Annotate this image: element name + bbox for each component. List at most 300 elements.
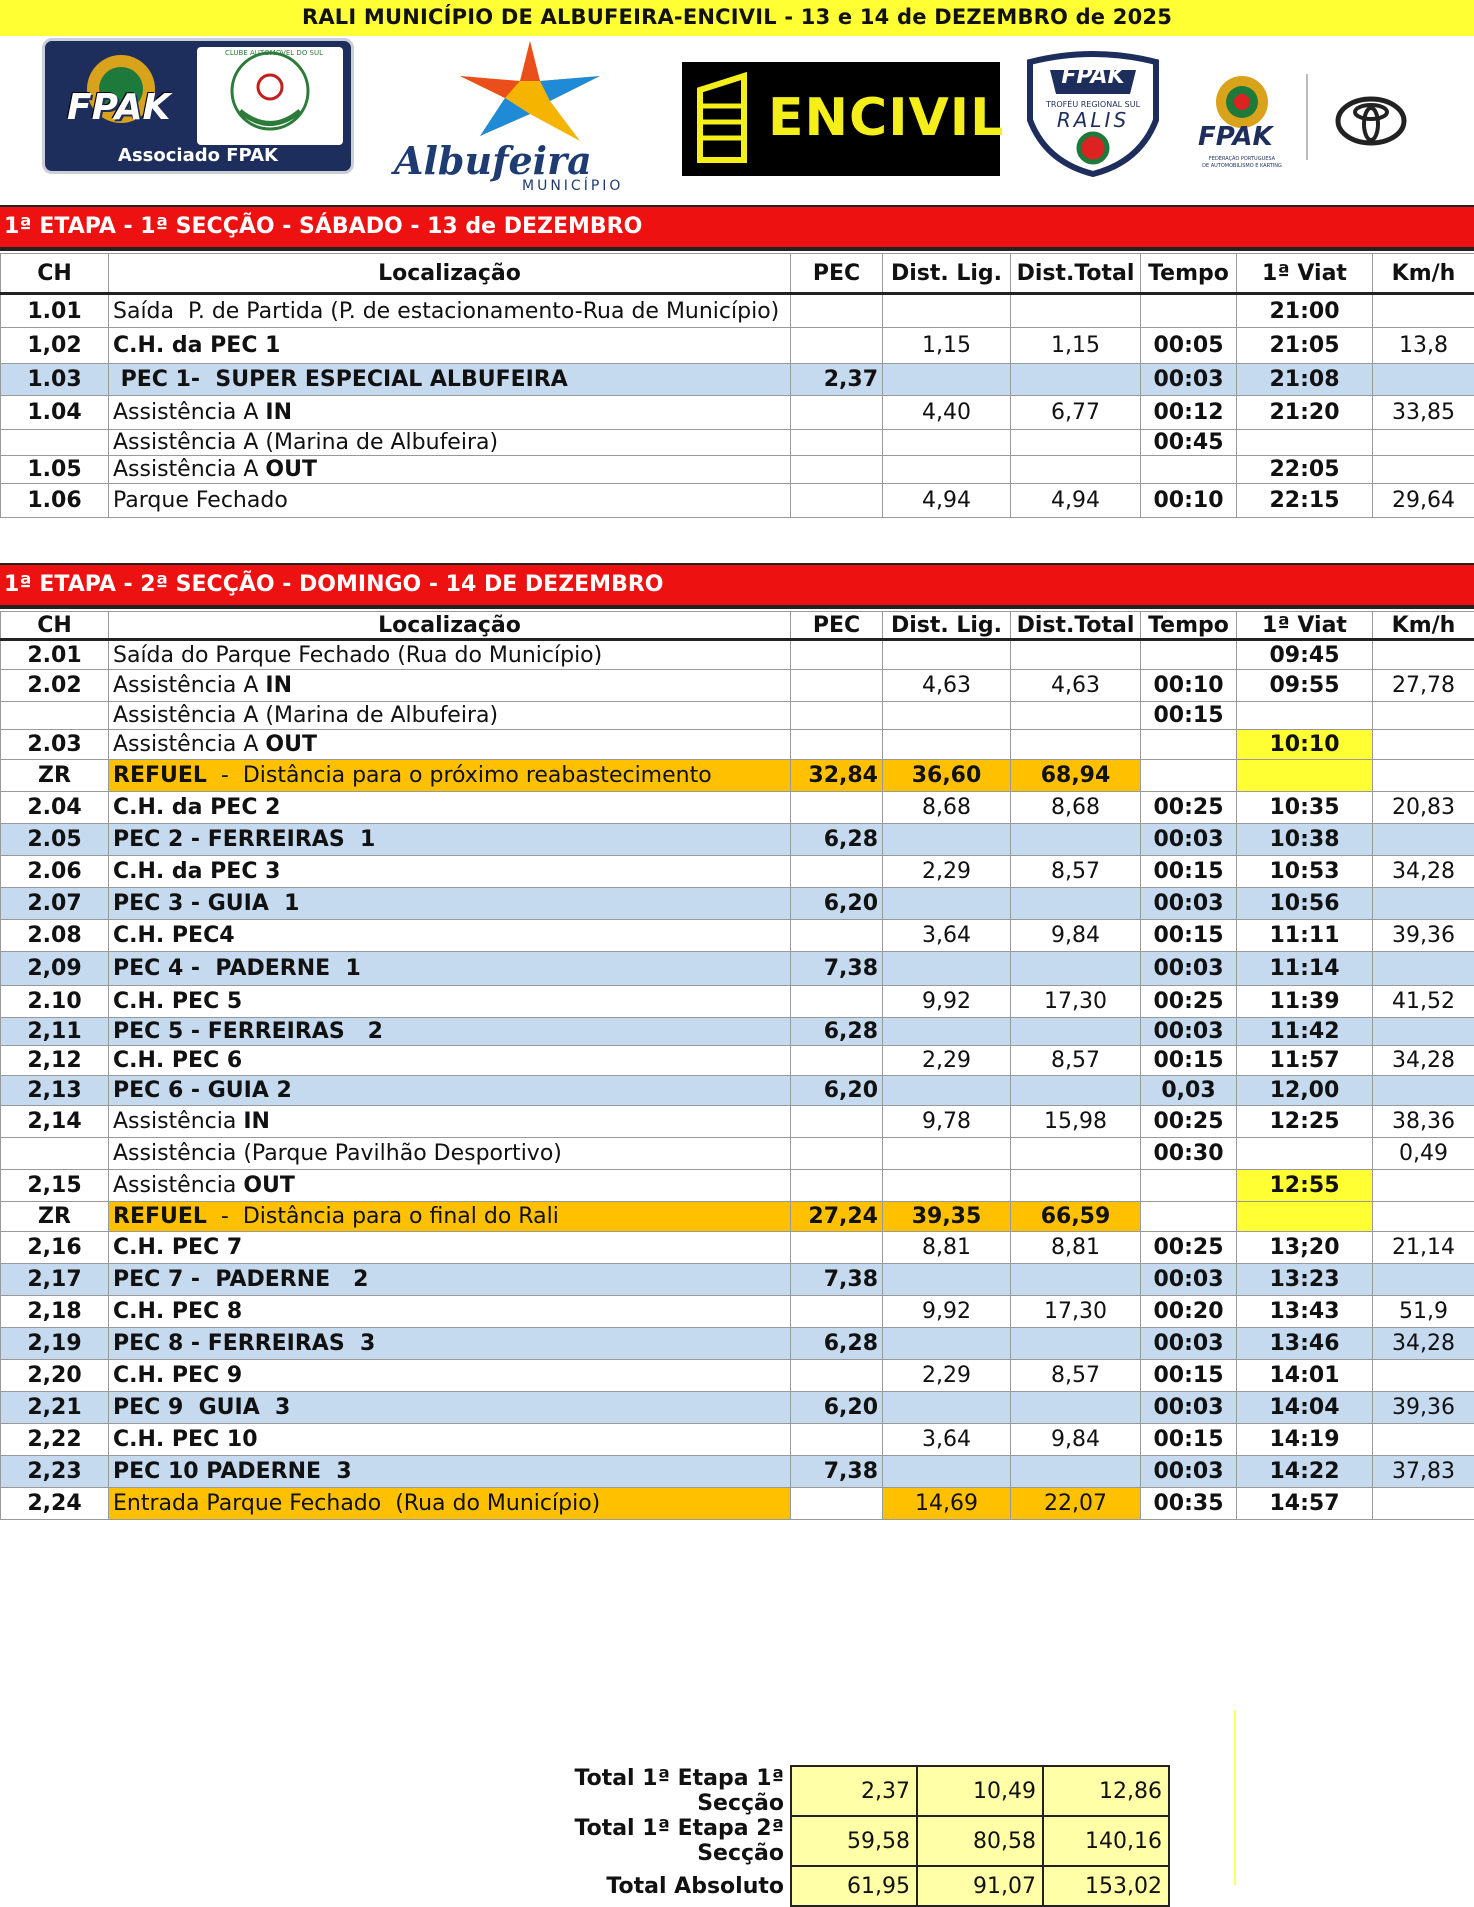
- cell-1a-viat: 22:05: [1237, 456, 1373, 484]
- cell-pec: [791, 856, 883, 888]
- table-row: [1, 364, 1474, 396]
- cell-dist-lig: [883, 640, 1011, 670]
- cell-ch: 2.03: [1, 730, 109, 760]
- trofeu-fpak-text: FPAK: [1020, 64, 1166, 89]
- cell-localizacao: PEC 9 GUIA 3: [109, 1392, 791, 1424]
- totals-table: [520, 1765, 1170, 1907]
- cell-pec: 6,28: [791, 1328, 883, 1360]
- cell-tempo: 00:03: [1141, 1456, 1237, 1488]
- cell-dist-total: 8,81: [1011, 1232, 1141, 1264]
- cell-ch: 1.03: [1, 364, 109, 396]
- totals-label: Total 1ª Etapa 2ª Secção: [520, 1816, 791, 1866]
- cell-tempo: 00:15: [1141, 920, 1237, 952]
- cell-dist-lig: 14,69: [883, 1488, 1011, 1520]
- column-header: Localização: [109, 254, 791, 294]
- cell-dist-total: 68,94: [1011, 760, 1141, 792]
- localizacao-text: Assistência A: [113, 732, 265, 757]
- cell-pec: [791, 328, 883, 364]
- toyota-logo: [1334, 94, 1408, 148]
- cell-kmh: [1373, 952, 1474, 986]
- fpak-small-wordmark: FPAK: [1198, 122, 1273, 152]
- cell-localizacao: C.H. PEC 9: [109, 1360, 791, 1392]
- cell-1a-viat: 14:57: [1237, 1488, 1373, 1520]
- cell-pec: [791, 730, 883, 760]
- cell-pec: [791, 640, 883, 670]
- cell-tempo: 00:15: [1141, 1046, 1237, 1076]
- cell-ch: 2,16: [1, 1232, 109, 1264]
- table-row: [1, 1264, 1474, 1296]
- cell-ch: 2.06: [1, 856, 109, 888]
- totals-label: Total 1ª Etapa 1ª Secção: [520, 1766, 791, 1816]
- cell-ch: 2.04: [1, 792, 109, 824]
- cell-dist-total: [1011, 952, 1141, 986]
- cell-1a-viat: 21:08: [1237, 364, 1373, 396]
- table-header: [1, 254, 1474, 294]
- cell-1a-viat: 11:14: [1237, 952, 1373, 986]
- cell-pec: 6,28: [791, 1018, 883, 1046]
- cell-localizacao: [109, 396, 791, 430]
- section1-table: [0, 253, 1474, 518]
- fpak-federacao-line1: FEDERAÇÃO PORTUGUESA: [1196, 156, 1288, 162]
- cell-1a-viat: 09:45: [1237, 640, 1373, 670]
- cell-1a-viat: 14:19: [1237, 1424, 1373, 1456]
- cell-pec: [791, 1046, 883, 1076]
- table-row: [1, 328, 1474, 364]
- localizacao-tag: OUT: [243, 1173, 295, 1198]
- cell-1a-viat: 10:56: [1237, 888, 1373, 920]
- cell-dist-total: 8,57: [1011, 856, 1141, 888]
- section2-title: 1ª ETAPA - 2ª SECÇÃO - DOMINGO - 14 DE DEZEMBRO: [0, 563, 1474, 609]
- cell-dist-lig: 2,29: [883, 1046, 1011, 1076]
- cell-ch: 2,19: [1, 1328, 109, 1360]
- cell-pec: 7,38: [791, 952, 883, 986]
- localizacao-tag: IN: [243, 1109, 270, 1134]
- cell-dist-total: [1011, 430, 1141, 456]
- cell-pec: [791, 1232, 883, 1264]
- column-guide-line: [1234, 1710, 1236, 1885]
- column-header: PEC: [791, 254, 883, 294]
- cell-kmh: 21,14: [1373, 1232, 1474, 1264]
- cell-ch: [1, 1138, 109, 1170]
- cell-1a-viat: 11:42: [1237, 1018, 1373, 1046]
- albufeira-logo: [390, 36, 660, 198]
- cell-pec: 7,38: [791, 1264, 883, 1296]
- localizacao-text: REFUEL: [113, 1204, 207, 1229]
- cell-tempo: 00:03: [1141, 1392, 1237, 1424]
- table-row: [1, 1202, 1474, 1232]
- cell-localizacao: [109, 730, 791, 760]
- cell-localizacao: C.H. PEC 10: [109, 1424, 791, 1456]
- totals-pec: 2,37: [791, 1766, 917, 1816]
- cell-pec: [791, 1360, 883, 1392]
- cell-kmh: [1373, 640, 1474, 670]
- cell-dist-lig: [883, 1018, 1011, 1046]
- cell-dist-total: 6,77: [1011, 396, 1141, 430]
- cell-dist-total: 17,30: [1011, 1296, 1141, 1328]
- cell-kmh: [1373, 294, 1474, 328]
- table-row: [1, 1392, 1474, 1424]
- column-header: Localização: [109, 612, 791, 640]
- cell-localizacao: Assistência A (Marina de Albufeira): [109, 702, 791, 730]
- cell-kmh: 29,64: [1373, 484, 1474, 518]
- cell-pec: 2,37: [791, 364, 883, 396]
- cell-ch: ZR: [1, 1202, 109, 1232]
- cell-kmh: [1373, 456, 1474, 484]
- cell-pec: [791, 986, 883, 1018]
- cell-1a-viat: [1237, 430, 1373, 456]
- cell-dist-lig: 2,29: [883, 856, 1011, 888]
- cell-tempo: 00:05: [1141, 328, 1237, 364]
- cell-pec: [791, 1488, 883, 1520]
- cell-dist-total: [1011, 294, 1141, 328]
- cell-dist-total: 22,07: [1011, 1488, 1141, 1520]
- cell-dist-lig: [883, 888, 1011, 920]
- cell-dist-lig: 8,68: [883, 792, 1011, 824]
- cell-localizacao: [109, 760, 791, 792]
- localizacao-tag: OUT: [265, 732, 317, 757]
- cell-1a-viat: [1237, 702, 1373, 730]
- cell-dist-total: [1011, 1076, 1141, 1106]
- cell-tempo: 0,03: [1141, 1076, 1237, 1106]
- table-row: [1, 952, 1474, 986]
- cell-pec: [791, 1106, 883, 1138]
- cell-localizacao: [109, 1170, 791, 1202]
- cell-ch: 2.02: [1, 670, 109, 702]
- table-row: [1, 1018, 1474, 1046]
- trofeu-regional-logo: [1020, 50, 1166, 178]
- cell-tempo: 00:15: [1141, 856, 1237, 888]
- trofeu-ralis-text: RALIS: [1020, 108, 1166, 132]
- cell-ch: 2,24: [1, 1488, 109, 1520]
- table-row: [1, 294, 1474, 328]
- cell-dist-total: [1011, 1170, 1141, 1202]
- cell-pec: [791, 1138, 883, 1170]
- cell-localizacao: PEC 8 - FERREIRAS 3: [109, 1328, 791, 1360]
- cell-pec: [791, 1424, 883, 1456]
- totals-tot: 140,16: [1043, 1816, 1169, 1866]
- cell-dist-lig: [883, 456, 1011, 484]
- cell-localizacao: PEC 3 - GUIA 1: [109, 888, 791, 920]
- cell-pec: 32,84: [791, 760, 883, 792]
- cell-1a-viat: 09:55: [1237, 670, 1373, 702]
- table-row: [1, 640, 1474, 670]
- cell-dist-lig: 39,35: [883, 1202, 1011, 1232]
- cell-pec: [791, 1296, 883, 1328]
- albufeira-star-icon: [390, 36, 660, 146]
- logo-divider: [1306, 74, 1308, 160]
- cell-localizacao: Saída do Parque Fechado (Rua do Município): [109, 640, 791, 670]
- column-header: CH: [1, 254, 109, 294]
- cell-tempo: 00:15: [1141, 1424, 1237, 1456]
- cell-ch: 2,17: [1, 1264, 109, 1296]
- cell-localizacao: [109, 456, 791, 484]
- cell-kmh: 34,28: [1373, 1046, 1474, 1076]
- cell-localizacao: C.H. da PEC 2: [109, 792, 791, 824]
- column-header: Tempo: [1141, 612, 1237, 640]
- cell-localizacao: C.H. PEC 5: [109, 986, 791, 1018]
- cell-dist-lig: 9,92: [883, 986, 1011, 1018]
- cell-dist-lig: 9,78: [883, 1106, 1011, 1138]
- cell-tempo: 00:35: [1141, 1488, 1237, 1520]
- cell-kmh: [1373, 1264, 1474, 1296]
- albufeira-wordmark: Albufeira: [394, 138, 592, 183]
- cell-1a-viat: 10:35: [1237, 792, 1373, 824]
- cell-dist-total: 15,98: [1011, 1106, 1141, 1138]
- fpak-wordmark: FPAK: [67, 87, 170, 128]
- totals-tot: 12,86: [1043, 1766, 1169, 1816]
- cell-localizacao: PEC 5 - FERREIRAS 2: [109, 1018, 791, 1046]
- cell-tempo: 00:45: [1141, 430, 1237, 456]
- cell-1a-viat: [1237, 1138, 1373, 1170]
- cell-1a-viat: 13:43: [1237, 1296, 1373, 1328]
- cell-1a-viat: 22:15: [1237, 484, 1373, 518]
- cell-dist-total: [1011, 888, 1141, 920]
- cell-localizacao: Assistência A (Marina de Albufeira): [109, 430, 791, 456]
- cell-dist-total: 66,59: [1011, 1202, 1141, 1232]
- cell-pec: [791, 670, 883, 702]
- cell-pec: [791, 294, 883, 328]
- totals-label: Total Absoluto: [520, 1866, 791, 1906]
- cell-1a-viat: 13:46: [1237, 1328, 1373, 1360]
- cell-localizacao: C.H. PEC4: [109, 920, 791, 952]
- cell-1a-viat: 10:10: [1237, 730, 1373, 760]
- cell-tempo: [1141, 760, 1237, 792]
- cell-1a-viat: 10:53: [1237, 856, 1373, 888]
- cell-kmh: [1373, 1018, 1474, 1046]
- column-header: Tempo: [1141, 254, 1237, 294]
- cell-dist-total: 4,63: [1011, 670, 1141, 702]
- cell-ch: 2,22: [1, 1424, 109, 1456]
- cell-dist-lig: 8,81: [883, 1232, 1011, 1264]
- cell-ch: 1.06: [1, 484, 109, 518]
- cell-dist-total: [1011, 364, 1141, 396]
- cell-tempo: 00:12: [1141, 396, 1237, 430]
- table-row: [1, 1138, 1474, 1170]
- cell-dist-lig: 2,29: [883, 1360, 1011, 1392]
- cell-dist-lig: 4,94: [883, 484, 1011, 518]
- cell-pec: [791, 702, 883, 730]
- cell-dist-total: 8,57: [1011, 1360, 1141, 1392]
- cell-tempo: 00:03: [1141, 824, 1237, 856]
- localizacao-text: Assistência A: [113, 400, 265, 425]
- cell-dist-total: 1,15: [1011, 328, 1141, 364]
- cell-dist-total: 8,68: [1011, 792, 1141, 824]
- cell-dist-lig: 4,63: [883, 670, 1011, 702]
- cell-pec: [791, 396, 883, 430]
- cell-ch: [1, 702, 109, 730]
- cell-dist-total: [1011, 456, 1141, 484]
- table-row: [1, 1296, 1474, 1328]
- table-row: [1, 986, 1474, 1018]
- cell-pec: 6,20: [791, 1076, 883, 1106]
- encivil-wordmark: ENCIVIL: [768, 88, 1004, 148]
- column-header: Km/h: [1373, 254, 1474, 294]
- cell-kmh: [1373, 1170, 1474, 1202]
- sponsor-logos: [0, 36, 1474, 204]
- cell-tempo: [1141, 1202, 1237, 1232]
- cell-dist-lig: 36,60: [883, 760, 1011, 792]
- cell-tempo: [1141, 1170, 1237, 1202]
- cell-localizacao: C.H. PEC 8: [109, 1296, 791, 1328]
- cell-dist-total: [1011, 730, 1141, 760]
- cell-pec: 6,28: [791, 824, 883, 856]
- cell-localizacao: Entrada Parque Fechado (Rua do Município): [109, 1488, 791, 1520]
- cell-dist-total: 4,94: [1011, 484, 1141, 518]
- cell-kmh: 0,49: [1373, 1138, 1474, 1170]
- cell-dist-lig: 1,15: [883, 328, 1011, 364]
- localizacao-text: Assistência A: [113, 673, 265, 698]
- column-header: 1ª Viat: [1237, 254, 1373, 294]
- cell-dist-lig: [883, 824, 1011, 856]
- localizacao-tag: - Distância para o próximo reabastecimento: [207, 763, 712, 788]
- cell-tempo: 00:25: [1141, 1106, 1237, 1138]
- column-header: Dist.Total: [1011, 612, 1141, 640]
- localizacao-tag: OUT: [265, 457, 317, 482]
- cell-1a-viat: 11:57: [1237, 1046, 1373, 1076]
- cell-kmh: [1373, 1202, 1474, 1232]
- totals-lig: 80,58: [917, 1816, 1043, 1866]
- cell-1a-viat: 14:22: [1237, 1456, 1373, 1488]
- totals-lig: 10,49: [917, 1766, 1043, 1816]
- cell-dist-lig: [883, 364, 1011, 396]
- table-row: [1, 456, 1474, 484]
- cell-kmh: 41,52: [1373, 986, 1474, 1018]
- cell-ch: 2,12: [1, 1046, 109, 1076]
- cell-kmh: [1373, 702, 1474, 730]
- cell-ch: 2.01: [1, 640, 109, 670]
- cell-dist-lig: [883, 730, 1011, 760]
- localizacao-text: REFUEL: [113, 763, 207, 788]
- localizacao-text: Assistência: [113, 1109, 243, 1134]
- cell-1a-viat: 14:04: [1237, 1392, 1373, 1424]
- cell-tempo: 00:03: [1141, 1328, 1237, 1360]
- table-row: [1, 1488, 1474, 1520]
- cell-pec: 6,20: [791, 888, 883, 920]
- cell-1a-viat: [1237, 760, 1373, 792]
- cell-tempo: 00:03: [1141, 952, 1237, 986]
- cell-kmh: 37,83: [1373, 1456, 1474, 1488]
- cell-pec: 7,38: [791, 1456, 883, 1488]
- cell-kmh: [1373, 760, 1474, 792]
- cell-tempo: 00:10: [1141, 670, 1237, 702]
- column-header: Km/h: [1373, 612, 1474, 640]
- column-header: Dist.Total: [1011, 254, 1141, 294]
- cell-dist-lig: [883, 1328, 1011, 1360]
- cell-localizacao: PEC 10 PADERNE 3: [109, 1456, 791, 1488]
- cell-localizacao: Parque Fechado: [109, 484, 791, 518]
- table-row: [1, 1328, 1474, 1360]
- cell-dist-total: [1011, 1456, 1141, 1488]
- table-header: [1, 612, 1474, 640]
- cell-tempo: 00:03: [1141, 1264, 1237, 1296]
- cell-pec: 27,24: [791, 1202, 883, 1232]
- table-row: [1, 484, 1474, 518]
- cell-kmh: 33,85: [1373, 396, 1474, 430]
- cell-kmh: 51,9: [1373, 1296, 1474, 1328]
- totals-row: [520, 1866, 1169, 1906]
- totals-pec: 61,95: [791, 1866, 917, 1906]
- cell-1a-viat: 11:39: [1237, 986, 1373, 1018]
- table-row: [1, 1076, 1474, 1106]
- cell-tempo: 00:10: [1141, 484, 1237, 518]
- cell-dist-lig: 9,92: [883, 1296, 1011, 1328]
- cell-1a-viat: 14:01: [1237, 1360, 1373, 1392]
- cell-dist-total: 9,84: [1011, 920, 1141, 952]
- table-row: [1, 1424, 1474, 1456]
- cell-kmh: [1373, 1076, 1474, 1106]
- cell-tempo: 00:20: [1141, 1296, 1237, 1328]
- localizacao-tag: IN: [265, 400, 292, 425]
- cell-kmh: 13,8: [1373, 328, 1474, 364]
- cell-1a-viat: 21:00: [1237, 294, 1373, 328]
- cell-dist-total: [1011, 1138, 1141, 1170]
- totals-tot: 153,02: [1043, 1866, 1169, 1906]
- cell-dist-lig: [883, 702, 1011, 730]
- cell-dist-lig: [883, 1456, 1011, 1488]
- fpak-federacao-line2: DE AUTOMOBILISMO E KARTING: [1196, 163, 1288, 169]
- cell-1a-viat: [1237, 1202, 1373, 1232]
- cell-ch: 2.07: [1, 888, 109, 920]
- column-header: Dist. Lig.: [883, 254, 1011, 294]
- cell-localizacao: PEC 2 - FERREIRAS 1: [109, 824, 791, 856]
- cell-tempo: 00:25: [1141, 986, 1237, 1018]
- cell-tempo: [1141, 294, 1237, 328]
- table-row: [1, 824, 1474, 856]
- cell-ch: 2,15: [1, 1170, 109, 1202]
- cell-localizacao: C.H. da PEC 3: [109, 856, 791, 888]
- table-row: [1, 430, 1474, 456]
- cell-1a-viat: 10:38: [1237, 824, 1373, 856]
- cell-ch: 1.04: [1, 396, 109, 430]
- cell-dist-lig: [883, 1076, 1011, 1106]
- cell-pec: [791, 430, 883, 456]
- club-name: CLUBE AUTOMOVEL DO SUL: [219, 49, 329, 57]
- table-row: [1, 792, 1474, 824]
- cell-ch: 2.10: [1, 986, 109, 1018]
- cell-kmh: 38,36: [1373, 1106, 1474, 1138]
- table-row: [1, 888, 1474, 920]
- localizacao-tag: - Distância para o final do Rali: [207, 1204, 559, 1229]
- cell-dist-lig: [883, 1138, 1011, 1170]
- cell-localizacao: PEC 4 - PADERNE 1: [109, 952, 791, 986]
- cell-kmh: [1373, 430, 1474, 456]
- cell-pec: 6,20: [791, 1392, 883, 1424]
- cell-ch: 2,20: [1, 1360, 109, 1392]
- cell-localizacao: PEC 1- SUPER ESPECIAL ALBUFEIRA: [109, 364, 791, 396]
- cell-tempo: 00:30: [1141, 1138, 1237, 1170]
- totals-row: [520, 1816, 1169, 1866]
- table-row: [1, 856, 1474, 888]
- table-row: [1, 396, 1474, 430]
- cell-dist-total: [1011, 1018, 1141, 1046]
- cell-pec: [791, 1170, 883, 1202]
- cell-ch: 2.08: [1, 920, 109, 952]
- cell-tempo: 00:25: [1141, 1232, 1237, 1264]
- cell-dist-total: 9,84: [1011, 1424, 1141, 1456]
- cell-dist-total: 17,30: [1011, 986, 1141, 1018]
- cell-ch: [1, 430, 109, 456]
- cell-dist-lig: [883, 952, 1011, 986]
- cell-dist-total: [1011, 640, 1141, 670]
- cell-dist-total: [1011, 702, 1141, 730]
- table-row: [1, 730, 1474, 760]
- table-row: [1, 702, 1474, 730]
- cell-kmh: 39,36: [1373, 920, 1474, 952]
- cell-localizacao: [109, 1202, 791, 1232]
- cell-localizacao: C.H. da PEC 1: [109, 328, 791, 364]
- cell-localizacao: [109, 1106, 791, 1138]
- fpak-logo: [1196, 72, 1296, 202]
